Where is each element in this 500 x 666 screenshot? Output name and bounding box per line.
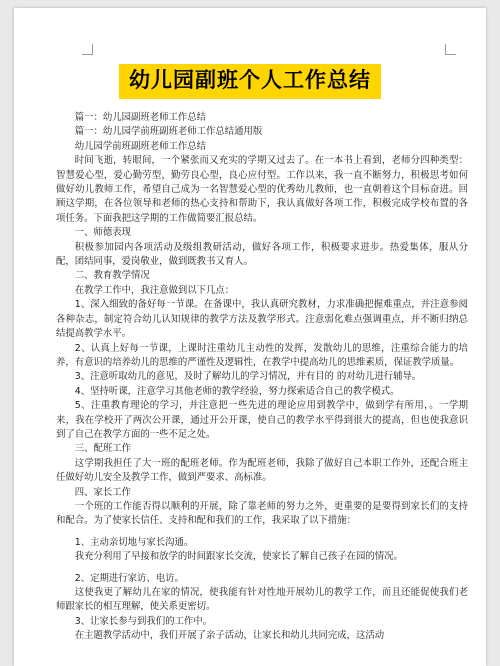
section-heading: 三、配班工作 — [74, 443, 132, 455]
paragraph: 2、定期进行家访、电访。 — [74, 572, 184, 584]
paragraph: 时间飞逝，转眼间，一个紧张而又充实的学期又过去了。在一本书上看到，老师分四种类型：智慧爱心型，爱心勤劳型，勤劳良心型，良心应付型。工作以来，我一直不断努力，积极思考如何做好幼儿教师工作，希望自己成为一名智慧爱心型的优秀幼儿教师，也一直朝着这个目标奋进。回顾这学期，在各位领导和老师的热心支持和帮助下，我认真做好各项工作，积极完成学校布置的各项任务。下面我把这学期的工作做简要汇报总结。 — [56, 155, 468, 224]
document-page — [14, 8, 486, 666]
paragraph: 我充分利用了早接和放学的时间跟家长交流，使家长了解自己孩子在园的情况。 — [74, 551, 403, 563]
paragraph: 篇一：幼儿园副班老师工作总结 — [74, 112, 207, 123]
paragraph: 5、注重教育理论的学习，并注意把一些先进的理论应用到教学中，做到学有所用，。一学期来，我在学校开了两次公开课，通过开公开课，使自己的教学水平得到很大的提高，但也使我意识到了自己在教学方面的一些不足之处。 — [56, 400, 468, 440]
paragraph: 幼儿园学前班副班老师工作总结 — [74, 140, 207, 152]
paragraph: 3、注意听取幼儿的意见，及时了解幼儿的学习情况，并有目的 的对幼儿进行辅导。 — [74, 371, 422, 383]
section-heading: 二、教育教学情况 — [74, 270, 150, 282]
section-heading: 四、家长工作 — [74, 486, 132, 498]
page-corner-mark — [445, 44, 456, 55]
title-area — [14, 64, 486, 99]
paragraph: 1、主动亲切地与家长沟通。 — [74, 536, 194, 548]
paragraph: 一个班的工作能否得以顺利的开展，除了靠老师的努力之外，更重要的是要得到家长们的支持和配合。为了使家长信任、支持和配和我们的工作，我采取了以下措施： — [56, 500, 468, 527]
paragraph: 积极参加园内各项活动及级组教研活动，做好各项工作，积极要求进步。热爱集体，服从分配，团结同事，爱岗敬业，做到既教书又育人。 — [56, 241, 468, 268]
document-title: 幼儿园副班个人工作总结 — [119, 64, 381, 99]
section-heading: 一、师德表现 — [74, 227, 132, 239]
paragraph: 这学期我担任了大一班的配班老师。作为配班老师，我除了做好自己本职工作外，还配合班主任做好幼儿安全及教学工作，做到严要求、高标准。 — [56, 457, 468, 484]
paragraph: 1、深入细致的备好每一节课。在备课中，我认真研究教材，力求准确把握难重点，并注意参阅各种杂志，制定符合幼儿认知规律的教学方法及教学形式。注意弱化难点强调重点，并不断归纳总结提高教学水平。 — [56, 299, 468, 340]
paragraph: 2、认真上好每一节课，上课时注重幼儿主动性的发挥，发散幼儿的思维，注重综合能力的培养，有意识的培养幼儿的思维的严谨性及逻辑性，在教学中提高幼儿的思维素质，保证教学质量。 — [56, 342, 468, 368]
page-corner-mark — [82, 44, 93, 55]
paragraph: 这使我更了解幼儿在家的情况，使我能有针对性地开展幼儿的教学工作，而且还能促使我们老师跟家长的相互理解，使关系更密切。 — [56, 587, 468, 613]
paragraph: 在教学工作中，我注意做到以下几点： — [74, 284, 235, 296]
paragraph: 在主题教学活动中，我们开展了亲子活动，让家长和幼儿共同完成，这活动 — [74, 630, 385, 642]
paragraph: 4、坚持听课，注意学习其他老师的教学经验，努力探索适合自己的教学模式。 — [74, 385, 400, 397]
paragraph: 篇一：幼儿园学前班副班老师工作总结通用版 — [74, 126, 263, 138]
paragraph: 3、让家长参与到我们的工作中。 — [74, 615, 213, 627]
document-body — [56, 111, 468, 644]
